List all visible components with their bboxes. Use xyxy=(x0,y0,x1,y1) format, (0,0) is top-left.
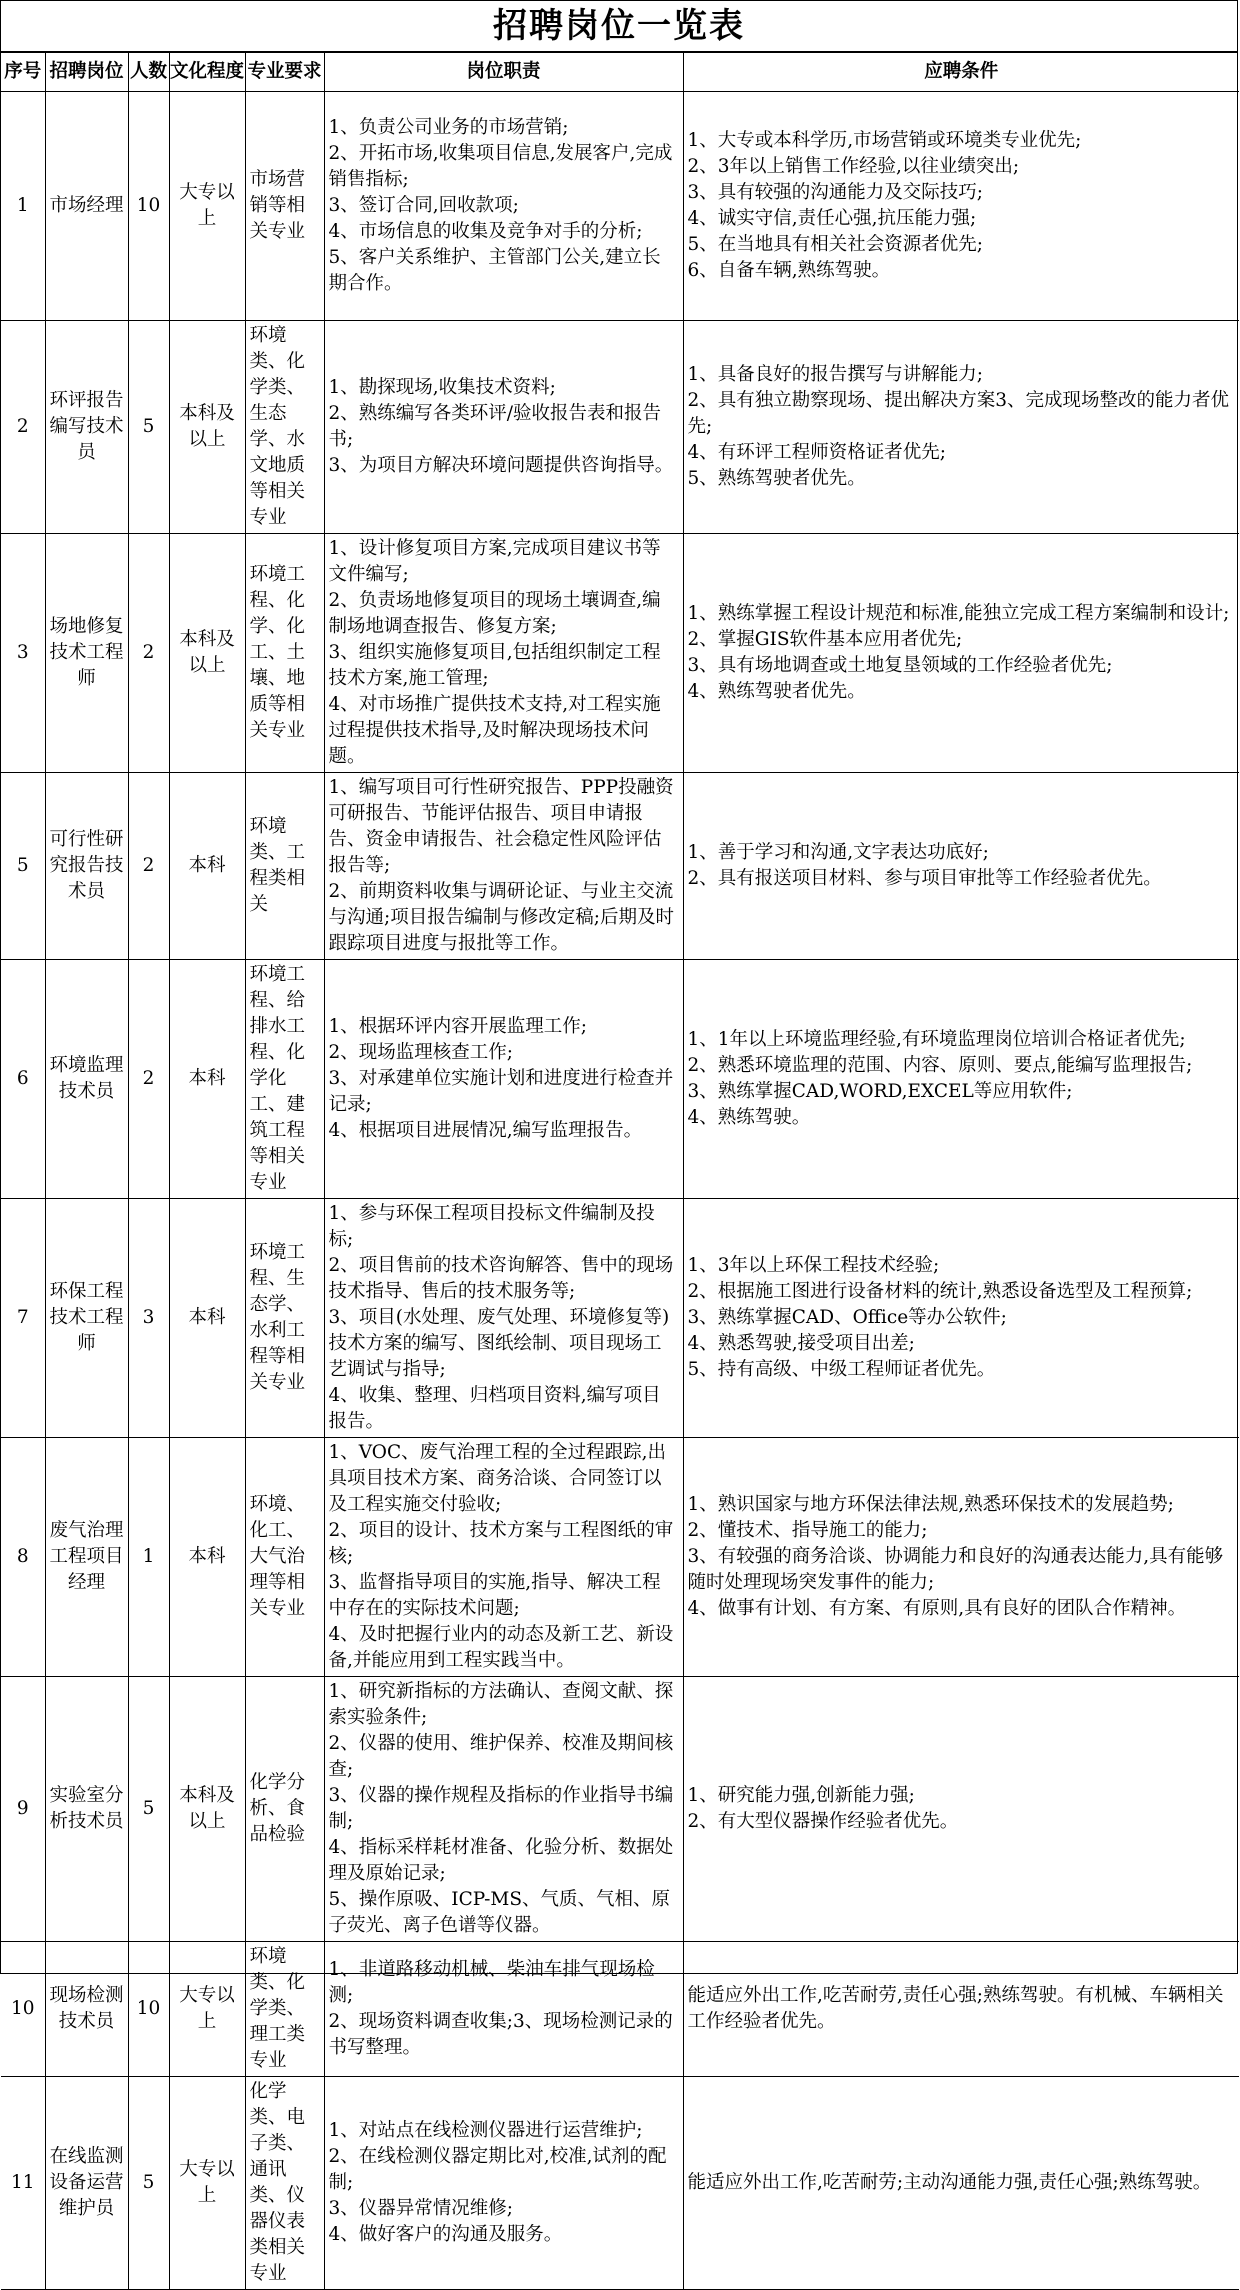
cell-education: 本科及以上 xyxy=(169,321,245,534)
requirement-line: 2、具有报送项目材料、参与项目审批等工作经验者优先。 xyxy=(687,868,1162,889)
cell-education: 本科及以上 xyxy=(169,534,245,773)
duty-line: 2、熟练编写各类环评/验收报告表和报告书; xyxy=(328,403,662,450)
duty-line: 5、客户关系维护、主管部门公关,建立长期合作。 xyxy=(328,247,661,294)
duty-line: 3、签订合同,回收款项; xyxy=(328,195,519,216)
cell-duties xyxy=(324,773,683,960)
duty-line: 1、设计修复项目方案,完成项目建议书等文件编写; xyxy=(328,538,661,585)
requirement-line: 3、具有场地调查或土地复垦领域的工作经验者优先; xyxy=(687,655,1113,676)
duty-line: 4、根据项目进展情况,编写监理报告。 xyxy=(328,1120,643,1141)
positions-table xyxy=(1,53,1239,2290)
cell-major: 化学分析、食品检验 xyxy=(245,1677,324,1942)
cell-education: 本科 xyxy=(169,960,245,1199)
cell-no: 1 xyxy=(1,92,45,321)
cell-duties xyxy=(324,92,683,321)
table-row xyxy=(1,773,1239,960)
cell-major: 环境类、化学类、理工类专业 xyxy=(245,1942,324,2077)
duty-line: 1、负责公司业务的市场营销; xyxy=(328,117,569,138)
cell-major: 化学类、电子类、通讯类、仪器仪表类相关专业 xyxy=(245,2077,324,2290)
cell-position: 可行性研究报告技术员 xyxy=(45,773,128,960)
cell-education: 本科 xyxy=(169,1199,245,1438)
table-row xyxy=(1,1199,1239,1438)
duty-line: 3、对承建单位实施计划和进度进行检查并记录; xyxy=(328,1068,674,1115)
cell-education: 大专以上 xyxy=(169,2077,245,2290)
cell-count: 5 xyxy=(128,2077,169,2290)
table-row xyxy=(1,1942,1239,2077)
cell-position: 在线监测设备运营维护员 xyxy=(45,2077,128,2290)
cell-duties xyxy=(324,534,683,773)
cell-major: 环境工程、生态学、水利工程等相关专业 xyxy=(245,1199,324,1438)
requirement-line: 5、熟练驾驶者优先。 xyxy=(687,468,866,489)
cell-no: 9 xyxy=(1,1677,45,1942)
requirement-line: 2、具有独立勘察现场、提出解决方案3、完成现场整改的能力者优先; xyxy=(687,390,1230,437)
cell-count: 3 xyxy=(128,1199,169,1438)
cell-requirements xyxy=(683,1942,1239,2077)
cell-requirements xyxy=(683,92,1239,321)
requirement-line: 4、熟悉驾驶,接受项目出差; xyxy=(687,1333,915,1354)
requirement-line: 2、懂技术、指导施工的能力; xyxy=(687,1520,928,1541)
duty-line: 2、项目的设计、技术方案与工程图纸的审核; xyxy=(328,1520,674,1567)
cell-position: 环境监理技术员 xyxy=(45,960,128,1199)
duty-line: 3、为项目方解决环境问题提供咨询指导。 xyxy=(328,455,674,476)
duty-line: 1、参与环保工程项目投标文件编制及投标; xyxy=(328,1203,655,1250)
requirement-line: 3、有较强的商务洽谈、协调能力和良好的沟通表达能力,具有能够随时处理现场突发事件的能力; xyxy=(687,1546,1224,1593)
requirement-line: 4、有环评工程师资格证者优先; xyxy=(687,442,947,463)
cell-no: 6 xyxy=(1,960,45,1199)
cell-position: 环保工程技术工程师 xyxy=(45,1199,128,1438)
table-row xyxy=(1,1677,1239,1942)
cell-requirements xyxy=(683,1677,1239,1942)
duty-line: 1、对站点在线检测仪器进行运营维护; xyxy=(328,2120,643,2141)
duty-line: 2、现场资料调查收集;3、现场检测记录的书写整理。 xyxy=(328,2011,673,2058)
cell-count: 10 xyxy=(128,1942,169,2077)
header-requirements: 应聘条件 xyxy=(683,53,1239,92)
requirement-line: 1、1年以上环境监理经验,有环境监理岗位培训合格证者优先; xyxy=(687,1029,1186,1050)
cell-no: 11 xyxy=(1,2077,45,2290)
cell-no: 5 xyxy=(1,773,45,960)
cell-position: 实验室分析技术员 xyxy=(45,1677,128,1942)
duty-line: 4、对市场推广提供技术支持,对工程实施过程提供技术指导,及时解决现场技术问题。 xyxy=(328,694,661,767)
table-row xyxy=(1,534,1239,773)
requirement-line: 2、有大型仪器操作经验者优先。 xyxy=(687,1811,959,1832)
duty-line: 4、及时把握行业内的动态及新工艺、新设备,并能应用到工程实践当中。 xyxy=(328,1624,674,1671)
requirement-line: 1、熟练掌握工程设计规范和标准,能独立完成工程方案编制和设计; xyxy=(687,603,1230,624)
requirement-line: 1、3年以上环保工程技术经验; xyxy=(687,1255,940,1276)
cell-requirements xyxy=(683,534,1239,773)
requirement-line: 4、诚实守信,责任心强,抗压能力强; xyxy=(687,208,977,229)
cell-no: 7 xyxy=(1,1199,45,1438)
cell-major: 环境工程、给排水工程、化学化工、建筑工程等相关专业 xyxy=(245,960,324,1199)
cell-requirements xyxy=(683,773,1239,960)
cell-position: 环评报告编写技术员 xyxy=(45,321,128,534)
duty-line: 2、现场监理核查工作; xyxy=(328,1042,514,1063)
duty-line: 1、勘探现场,收集技术资料; xyxy=(328,377,556,398)
cell-no: 2 xyxy=(1,321,45,534)
cell-no: 8 xyxy=(1,1438,45,1677)
cell-count: 5 xyxy=(128,321,169,534)
cell-no: 3 xyxy=(1,534,45,773)
cell-education: 大专以上 xyxy=(169,1942,245,2077)
cell-duties xyxy=(324,960,683,1199)
requirement-line: 能适应外出工作,吃苦耐劳,责任心强;熟练驾驶。有机械、车辆相关工作经验者优先。 xyxy=(687,1985,1224,2032)
duty-line: 3、仪器的操作规程及指标的作业指导书编制; xyxy=(328,1785,674,1832)
cell-duties xyxy=(324,1438,683,1677)
cell-duties xyxy=(324,321,683,534)
table-row xyxy=(1,1438,1239,1677)
cell-requirements xyxy=(683,960,1239,1199)
requirement-line: 能适应外出工作,吃苦耐劳;主动沟通能力强,责任心强;熟练驾驶。 xyxy=(687,2172,1212,2193)
cell-duties xyxy=(324,1677,683,1942)
cell-position: 废气治理工程项目经理 xyxy=(45,1438,128,1677)
requirement-line: 1、大专或本科学历,市场营销或环境类专业优先; xyxy=(687,130,1082,151)
requirement-line: 1、善于学习和沟通,文字表达功底好; xyxy=(687,842,989,863)
duty-line: 1、编写项目可行性研究报告、PPP投融资可研报告、节能评估报告、项目申请报告、资金申请报告、社会稳定性风险评估报告等; xyxy=(328,777,674,876)
header-no: 序号 xyxy=(1,53,45,92)
requirement-line: 2、掌握GIS软件基本应用者优先; xyxy=(687,629,963,650)
duty-line: 4、指标采样耗材准备、化验分析、数据处理及原始记录; xyxy=(328,1837,674,1884)
requirement-line: 5、持有高级、中级工程师证者优先。 xyxy=(687,1359,996,1380)
cell-education: 本科及以上 xyxy=(169,1677,245,1942)
requirement-line: 5、在当地具有相关社会资源者优先; xyxy=(687,234,984,255)
page-title: 招聘岗位一览表 xyxy=(1,1,1237,53)
requirement-line: 2、熟悉环境监理的范围、内容、原则、要点,能编写监理报告; xyxy=(687,1055,1193,1076)
header-duties: 岗位职责 xyxy=(324,53,683,92)
header-education: 文化程度 xyxy=(169,53,245,92)
cell-major: 市场营销等相关专业 xyxy=(245,92,324,321)
duty-line: 3、监督指导项目的实施,指导、解决工程中存在的实际技术问题; xyxy=(328,1572,661,1619)
duty-line: 4、做好客户的沟通及服务。 xyxy=(328,2224,563,2245)
cell-requirements xyxy=(683,1438,1239,1677)
cell-requirements xyxy=(683,1199,1239,1438)
header-major: 专业要求 xyxy=(245,53,324,92)
duty-line: 2、负责场地修复项目的现场土壤调查,编制场地调查报告、修复方案; xyxy=(328,590,661,637)
cell-duties xyxy=(324,2077,683,2290)
header-position: 招聘岗位 xyxy=(45,53,128,92)
cell-count: 1 xyxy=(128,1438,169,1677)
requirement-line: 4、熟练驾驶者优先。 xyxy=(687,681,866,702)
cell-major: 环境类、化学类、生态学、水文地质等相关专业 xyxy=(245,321,324,534)
requirement-line: 6、自备车辆,熟练驾驶。 xyxy=(687,260,891,281)
duty-line: 2、前期资料收集与调研论证、与业主交流与沟通;项目报告编制与修改定稿;后期及时跟踪项目进度与报批等工作。 xyxy=(328,881,674,954)
duty-line: 4、收集、整理、归档项目资料,编写项目报告。 xyxy=(328,1385,661,1432)
duty-line: 1、VOC、废气治理工程的全过程跟踪,出具项目技术方案、商务洽谈、合同签订以及工程实施交付验收; xyxy=(328,1442,667,1515)
cell-no: 10 xyxy=(1,1942,45,2077)
duty-line: 3、项目(水处理、废气处理、环境修复等)技术方案的编写、图纸绘制、项目现场工艺调试与指导; xyxy=(328,1307,670,1380)
header-count: 人数 xyxy=(128,53,169,92)
cell-count: 2 xyxy=(128,773,169,960)
header-row xyxy=(1,53,1239,92)
requirement-line: 2、根据施工图进行设备材料的统计,熟悉设备选型及工程预算; xyxy=(687,1281,1193,1302)
requirement-line: 4、做事有计划、有方案、有原则,具有良好的团队合作精神。 xyxy=(687,1598,1187,1619)
cell-requirements xyxy=(683,321,1239,534)
table-row xyxy=(1,321,1239,534)
duty-line: 1、非道路移动机械、柴油车排气现场检测; xyxy=(328,1959,655,2006)
duty-line: 2、在线检测仪器定期比对,校准,试剂的配制; xyxy=(328,2146,667,2193)
requirement-line: 3、熟练掌握CAD、Office等办公软件; xyxy=(687,1307,1007,1328)
duty-line: 2、开拓市场,收集项目信息,发展客户,完成销售指标; xyxy=(328,143,673,190)
duty-line: 3、仪器异常情况维修; xyxy=(328,2198,514,2219)
cell-count: 2 xyxy=(128,960,169,1199)
cell-position: 现场检测技术员 xyxy=(45,1942,128,2077)
requirement-line: 1、具备良好的报告撰写与讲解能力; xyxy=(687,364,984,385)
cell-requirements xyxy=(683,2077,1239,2290)
cell-count: 10 xyxy=(128,92,169,321)
requirement-line: 4、熟练驾驶。 xyxy=(687,1107,811,1128)
table-row xyxy=(1,960,1239,1199)
table-row xyxy=(1,2077,1239,2290)
duty-line: 5、操作原吸、ICP-MS、气质、气相、原子荧光、离子色谱等仪器。 xyxy=(328,1889,671,1936)
requirement-line: 1、研究能力强,创新能力强; xyxy=(687,1785,915,1806)
cell-count: 2 xyxy=(128,534,169,773)
requirement-line: 1、熟识国家与地方环保法律法规,熟悉环保技术的发展趋势; xyxy=(687,1494,1174,1515)
cell-education: 本科 xyxy=(169,1438,245,1677)
cell-position: 市场经理 xyxy=(45,92,128,321)
duty-line: 1、根据环评内容开展监理工作; xyxy=(328,1016,588,1037)
duty-line: 4、市场信息的收集及竞争对手的分析; xyxy=(328,221,643,242)
duty-line: 2、项目售前的技术咨询解答、售中的现场技术指导、售后的技术服务等; xyxy=(328,1255,674,1302)
cell-position: 场地修复技术工程师 xyxy=(45,534,128,773)
cell-count: 5 xyxy=(128,1677,169,1942)
duty-line: 3、组织实施修复项目,包括组织制定工程技术方案,施工管理; xyxy=(328,642,661,689)
requirement-line: 2、3年以上销售工作经验,以往业绩突出; xyxy=(687,156,1020,177)
duty-line: 2、仪器的使用、维护保养、校准及期间核查; xyxy=(328,1733,674,1780)
cell-duties xyxy=(324,1942,683,2077)
cell-education: 大专以上 xyxy=(169,92,245,321)
requirement-line: 3、具有较强的沟通能力及交际技巧; xyxy=(687,182,984,203)
duty-line: 1、研究新指标的方法确认、查阅文献、探索实验条件; xyxy=(328,1681,674,1728)
table-row xyxy=(1,92,1239,321)
cell-major: 环境工程、化学、化工、土壤、地质等相关专业 xyxy=(245,534,324,773)
cell-major: 环境、化工、大气治理等相关专业 xyxy=(245,1438,324,1677)
cell-major: 环境类、工程类相关 xyxy=(245,773,324,960)
cell-education: 本科 xyxy=(169,773,245,960)
requirement-line: 3、熟练掌握CAD,WORD,EXCEL等应用软件; xyxy=(687,1081,1073,1102)
cell-duties xyxy=(324,1199,683,1438)
